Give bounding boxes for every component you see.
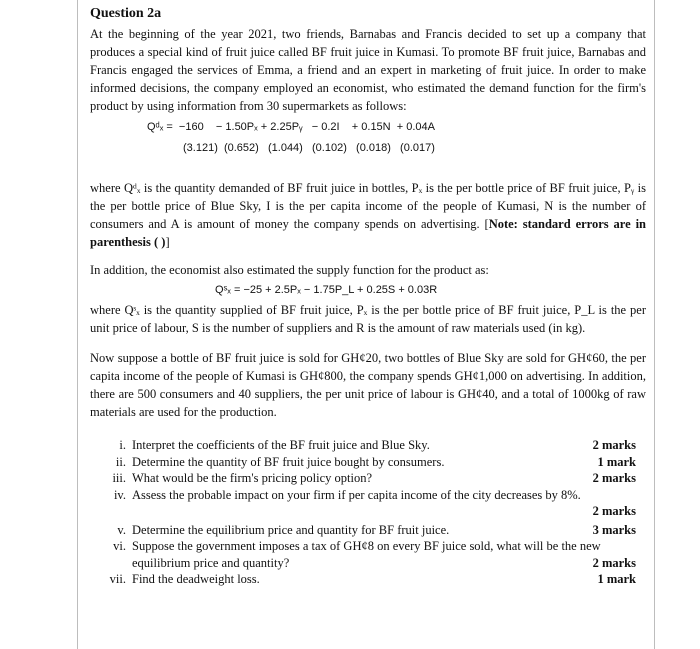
demand-standard-errors xyxy=(147,140,646,157)
question-number: iv. xyxy=(113,487,126,502)
question-item xyxy=(90,571,646,588)
demand-explanation-text: where Qᵈₓ is the quantity demanded of BF fruit juice in bottles, Pₓ is the per bottle price of BF fruit juice, Pᵧ is the per bottle price of Blue Sky, I is the per capita income of the people of Kumasi, N is the number of consumers and A is amount of money the company spends on advertising. [ xyxy=(90,181,646,231)
question-number: vii. xyxy=(109,572,126,586)
demand-explanation xyxy=(90,179,646,251)
question-number: i. xyxy=(119,438,126,452)
question-text: Determine the quantity of BF fruit juice bought by consumers. xyxy=(132,454,445,469)
question-number: ii. xyxy=(115,454,126,469)
question-content xyxy=(90,6,646,588)
question-title: Question 2a xyxy=(90,6,162,21)
question-marks: 1 mark xyxy=(597,454,636,469)
supply-equation: Qˢₓ = −25 + 2.5Pₓ − 1.75P_L + 0.25S + 0.03R xyxy=(215,284,438,296)
intro-paragraph: At the beginning of the year 2021, two friends, Barnabas and Francis decided to set up a company that produces a special kind of fruit juice called BF fruit juice in Kumasi. To promote BF fruit juice, Barnabas and Francis engaged the services of Emma, a friend and an expert in marketing of fruit juice. In order to make informed decisions, the company employed an economist, who estimated the demand function for the firm's product by using information from 30 supermarkets as follows: xyxy=(90,27,646,113)
question-marks: 2 marks xyxy=(592,504,636,518)
demand-equation: Qᵈₓ = −160 − 1.50Pₓ + 2.25Pᵧ − 0.2I + 0.15N + 0.04A xyxy=(147,121,435,133)
question-marks: 2 marks xyxy=(592,471,636,485)
question-text: Assess the probable impact on your firm if per capita income of the city decreases by 8%. xyxy=(132,487,581,502)
question-item xyxy=(90,454,646,471)
standard-error-note: Note: standard errors are in parenthesis ( ) xyxy=(90,217,646,249)
supply-explanation: where Qˢₓ is the quantity supplied of BF fruit juice, Pₓ is the per bottle price of BF fruit juice, P_L is the per unit price of labour, S is the number of suppliers and R is the amount of raw materials used (in kg). xyxy=(90,303,646,335)
question-list xyxy=(90,437,646,588)
question-marks: 1 mark xyxy=(597,572,636,586)
question-text: What would be the firm's pricing policy option? xyxy=(132,471,373,485)
note-close: ] xyxy=(165,235,170,249)
question-text: Suppose the government imposes a tax of GH¢8 on every BF juice sold, what will be the new equilibrium price and quantity? xyxy=(132,539,601,570)
question-text: Interpret the coefficients of the BF fruit juice and Blue Sky. xyxy=(132,438,430,452)
question-item xyxy=(90,487,646,520)
question-marks: 3 marks xyxy=(592,522,636,537)
question-item xyxy=(90,538,646,571)
question-item xyxy=(90,470,646,487)
scenario-paragraph: Now suppose a bottle of BF fruit juice is sold for GH¢20, two bottles of Blue Sky are sold for GH¢60, the per capita income of the people of Kumasi is GH¢800, the company spends GH¢1,000 on advertising. In addition, there are 500 consumers and 40 suppliers, the per unit price of labour is GH¢40, and a total of 1000kg of raw materials are used for the production. xyxy=(90,351,646,419)
question-number: v. xyxy=(117,522,126,537)
question-text: Determine the equilibrium price and quantity for BF fruit juice. xyxy=(132,522,450,537)
question-number: vi. xyxy=(113,539,126,553)
question-item xyxy=(90,437,646,454)
supply-intro: In addition, the economist also estimated the supply function for the product as: xyxy=(90,263,489,277)
question-item xyxy=(90,522,646,539)
question-marks: 2 marks xyxy=(592,438,636,452)
standard-errors-text: (3.121) (0.652) (1.044) (0.102) (0.018) (0.017) xyxy=(183,142,435,154)
question-text: Find the deadweight loss. xyxy=(132,572,260,586)
question-number: iii. xyxy=(112,471,126,485)
question-marks: 2 marks xyxy=(592,555,636,570)
